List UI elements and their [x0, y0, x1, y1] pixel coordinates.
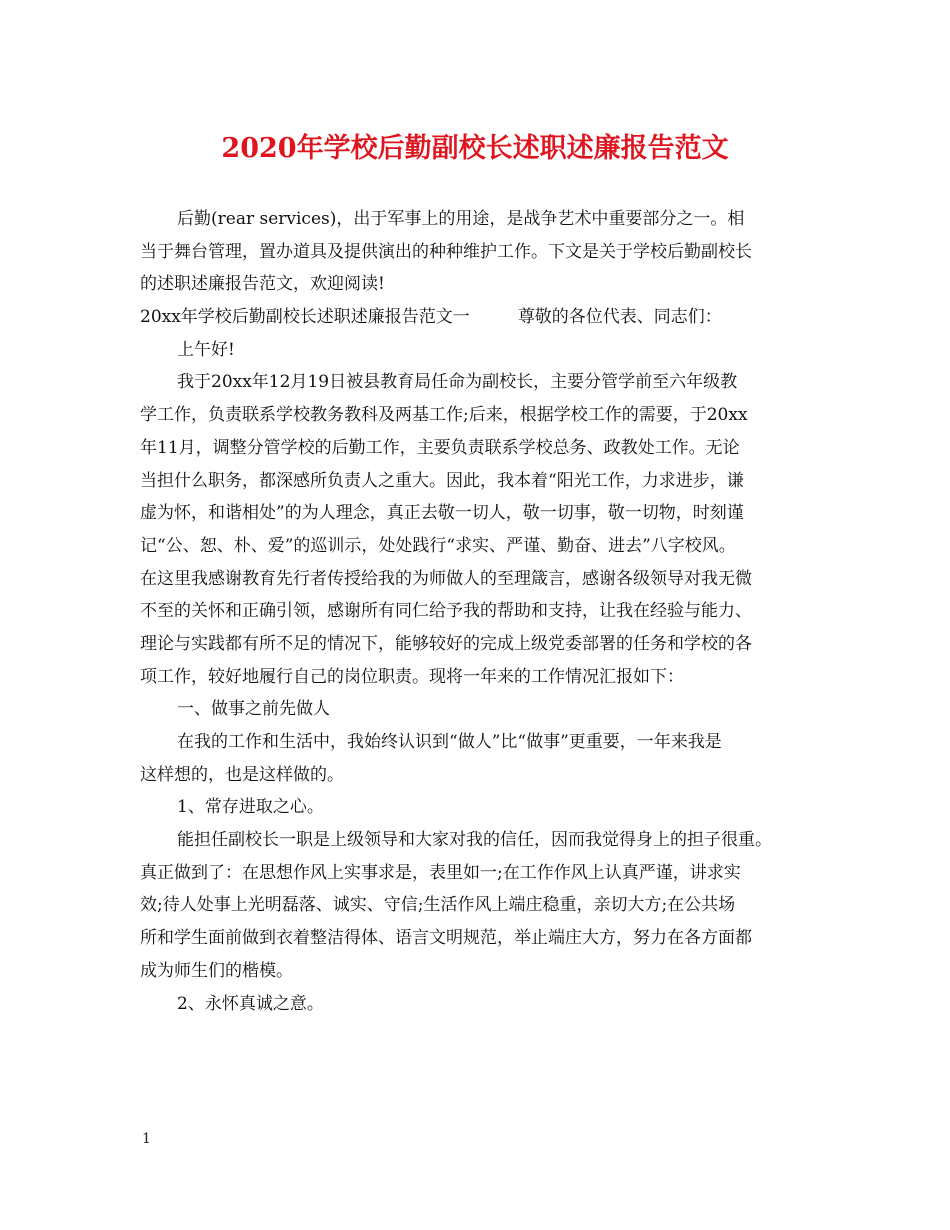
- subsection-title-line: 1、常存进取之心。: [177, 797, 324, 818]
- salutation: 尊敬的各位代表、同志们：: [517, 307, 722, 328]
- paragraph-line: 真正做到了：在思想作风上实事求是，表里如一;在工作作风上认真严谨，讲求实: [140, 862, 741, 883]
- document-body: [140, 203, 824, 1020]
- subsection-title-line: 2、永怀真诚之意。: [177, 993, 324, 1014]
- page-number: 1: [142, 1131, 151, 1147]
- paragraph-line: 记“公、恕、朴、爱”的巡训示，处处践行“求实、严谨、勤奋、进去”八字校风。: [140, 535, 736, 556]
- paragraph-line: 的述职述廉报告范文，欢迎阅读!: [140, 274, 385, 295]
- paragraph-line: 效;待人处事上光明磊落、诚实、守信;生活作风上端庄稳重，亲切大方;在公共场: [140, 895, 736, 916]
- paragraph-line: 上午好!: [177, 339, 235, 360]
- paragraph-line: 当担什么职务，都深感所负责人之重大。因此，我本着“阳光工作，力求进步，谦: [140, 470, 744, 491]
- paragraph-line: 能担任副校长一职是上级领导和大家对我的信任，因而我觉得身上的担子很重。: [177, 830, 772, 851]
- section-heading: 20xx年学校后勤副校长述职述廉报告范文一: [140, 307, 470, 328]
- paragraph-line: 在这里我感谢教育先行者传授给我的为师做人的至理箴言，感谢各级领导对我无微: [140, 568, 752, 589]
- paragraph-line: 虚为怀，和谐相处”的为人理念，真正去敬一切人，敬一切事，敬一切物，时刻谨: [140, 503, 744, 524]
- paragraph-line: 在我的工作和生活中，我始终认识到“做人”比“做事”更重要，一年来我是: [177, 732, 722, 752]
- paragraph-line: 理论与实践都有所不足的情况下，能够较好的完成上级党委部署的任务和学校的各: [140, 633, 752, 654]
- paragraph-line: 成为师生们的楷模。: [140, 960, 293, 981]
- section-title-line: 一、做事之前先做人: [177, 699, 330, 720]
- document-title: 2020年学校后勤副校长述职述廉报告范文: [221, 133, 729, 164]
- paragraph-line: 后勤(rear services)，出于军事上的用途，是战争艺术中重要部分之一。相: [177, 209, 745, 229]
- paragraph-line: 这样想的，也是这样做的。: [140, 764, 344, 785]
- paragraph-line: 项工作，较好地履行自己的岗位职责。现将一年来的工作情况汇报如下：: [140, 666, 684, 687]
- paragraph-line: 所和学生面前做到衣着整洁得体、语言文明规范，举止端庄大方，努力在各方面都: [140, 928, 752, 949]
- paragraph-line: 学工作，负责联系学校教务教科及两基工作;后来，根据学校工作的需要，于20xx: [140, 405, 748, 426]
- paragraph-line: 年11月，调整分管学校的后勤工作，主要负责联系学校总务、政教处工作。无论: [140, 437, 740, 458]
- paragraph-line: 不至的关怀和正确引领，感谢所有同仁给予我的帮助和支持，让我在经验与能力、: [140, 601, 752, 622]
- paragraph-line: 当于舞台管理，置办道具及提供演出的种种维护工作。下文是关于学校后勤副校长: [140, 241, 752, 262]
- paragraph-line: 我于20xx年12月19日被县教育局任命为副校长，主要分管学前至六年级教: [177, 372, 738, 393]
- section-heading-line: [140, 301, 824, 334]
